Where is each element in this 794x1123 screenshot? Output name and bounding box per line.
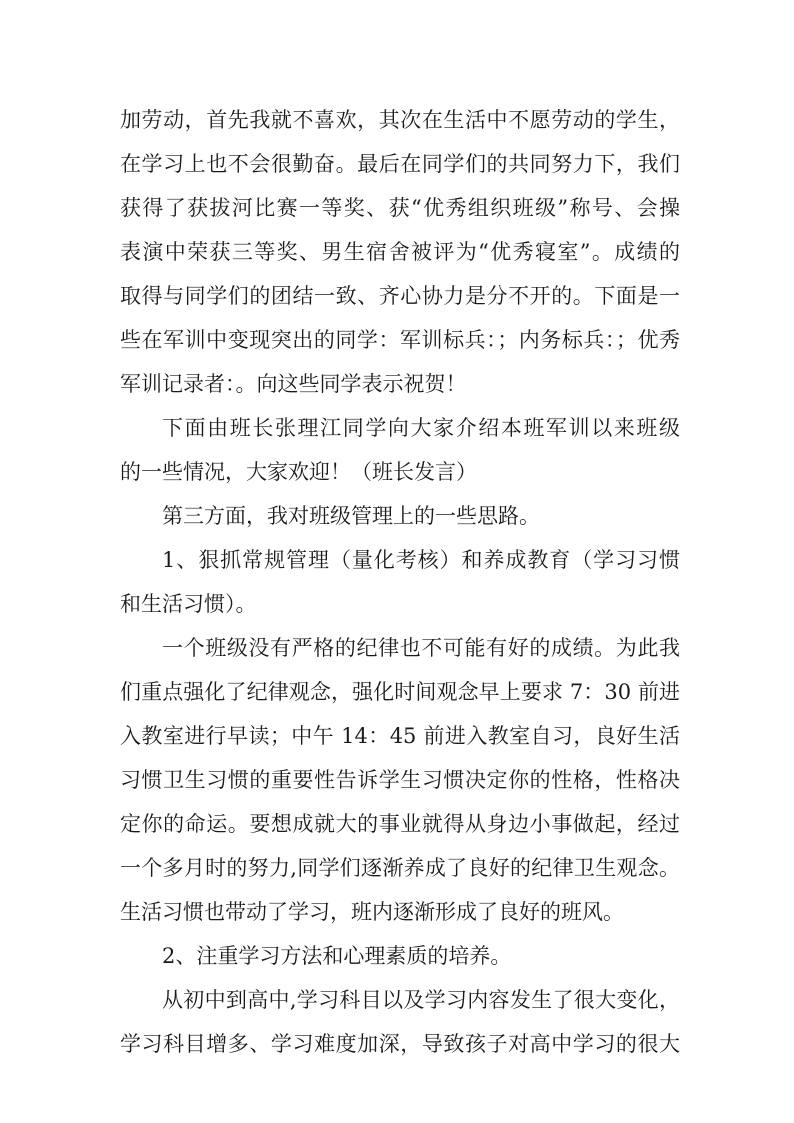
text-line: 入教室进行早读；中午 14：45 前进入教室自习，良好生活: [120, 724, 680, 748]
text-line: 定你的命运。要想成就大的事业就得从身边小事做起，经过: [120, 812, 680, 836]
text-line: 下面由班长张理江同学向大家介绍本班军训以来班级: [162, 416, 680, 440]
text-line: 和生活习惯）。: [120, 592, 257, 616]
text-line: 些在军训中变现突出的同学：军训标兵：；内务标兵：；优秀: [120, 328, 680, 352]
text-line: 习惯卫生习惯的重要性告诉学生习惯决定你的性格，性格决: [120, 768, 680, 792]
text-line: 一个班级没有严格的纪律也不可能有好的成绩。为此我: [162, 636, 680, 660]
text-line: 军训记录者：。向这些同学表示祝贺！: [120, 372, 467, 396]
text-line: 从初中到高中,学习科目以及学习内容发生了很大变化，: [162, 988, 680, 1012]
text-line: 取得与同学们的团结一致、齐心协力是分不开的。下面是一: [120, 284, 680, 308]
text-line: 表演中荣获三等奖、男生宿舍被评为“优秀寝室”。成绩的: [120, 240, 680, 264]
text-line: 们重点强化了纪律观念，强化时间观念早上要求 7：30 前进: [120, 680, 680, 704]
text-line: 学习科目增多、学习难度加深，导致孩子对高中学习的很大: [120, 1032, 680, 1056]
text-line: 第三方面，我对班级管理上的一些思路。: [162, 504, 540, 528]
text-line: 获得了获拔河比赛一等奖、获“优秀组织班级”称号、会操: [120, 196, 680, 220]
text-line: 2、注重学习方法和心理素质的培养。: [162, 944, 512, 968]
text-line: 一个多月时的努力,同学们逐渐养成了良好的纪律卫生观念。: [120, 856, 680, 880]
text-line: 的一些情况，大家欢迎！（班长发言）: [120, 460, 477, 484]
text-line: 加劳动，首先我就不喜欢，其次在生活中不愿劳动的学生，: [120, 108, 680, 132]
text-line: 在学习上也不会很勤奋。最后在同学们的共同努力下，我们: [120, 152, 680, 176]
text-line: 生活习惯也带动了学习，班内逐渐形成了良好的班风。: [120, 900, 624, 924]
text-line: 1、狠抓常规管理（量化考核）和养成教育（学习习惯: [162, 548, 680, 572]
